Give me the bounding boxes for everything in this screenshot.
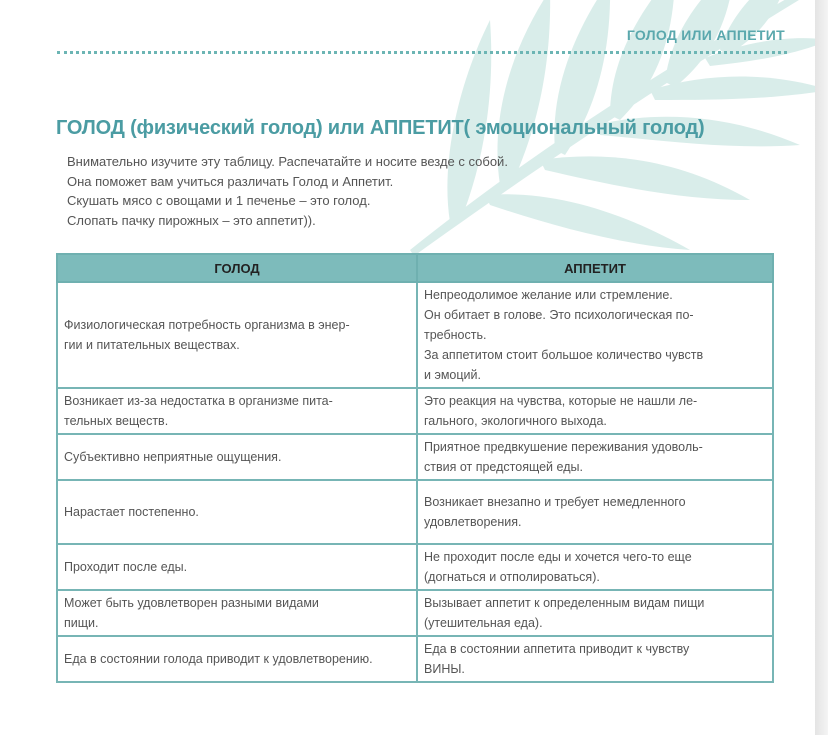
intro-text [67,152,508,230]
table-row [57,590,773,636]
page-edge [815,0,828,735]
appetite-cell [417,590,773,636]
intro-line: Слопать пачку пирожных – это аппетит)). [67,212,316,228]
hunger-cell [57,434,417,480]
appetite-text: Не проходит после еды и хочется чего-то еще (догнаться и отполироваться). [424,550,692,584]
intro-line: Она поможет вам учиться различать Голод и Аппетит. [67,173,394,189]
appetite-text: Это реакция на чувства, которые не нашли ле- гального, экологичного выхода. [424,394,698,428]
hunger-cell [57,282,417,388]
page-title: ГОЛОД (физический голод) или АППЕТИТ( эмоциональный голод) [56,117,705,139]
dotted-divider [57,51,787,54]
appetite-text: Возникает внезапно и требует немедленного удовлетворения. [424,495,686,529]
hunger-text: Возникает из-за недостатка в организме пита- тельных веществ. [64,394,333,428]
hunger-cell [57,480,417,544]
intro-line: Скушать мясо с овощами и 1 печенье – это голод. [67,193,371,208]
appetite-text: Непреодолимое желание или стремление. Он обитает в голове. Это психологическая по- требность. За аппетитом стоит большое количество чувств и эмоций. [424,288,704,382]
table-row [57,544,773,590]
hunger-cell [57,590,417,636]
appetite-cell [417,434,773,480]
appetite-cell [417,480,773,544]
appetite-cell [417,544,773,590]
comparison-table [56,253,774,683]
appetite-text: Вызывает аппетит к определенным видам пищи (утешительная еда). [424,596,705,630]
table-row [57,636,773,682]
appetite-cell [417,636,773,682]
column-header-hunger: ГОЛОД [57,254,417,282]
hunger-cell [57,388,417,434]
intro-line: Внимательно изучите эту таблицу. Распечатайте и носите везде с собой. [67,154,508,169]
hunger-text: Нарастает постепенно. [64,505,199,519]
appetite-text: Приятное предвкушение переживания удоволь- ствия от предстоящей еды. [424,440,703,474]
appetite-text: Еда в состоянии аппетита приводит к чувству ВИНЫ. [424,642,690,676]
appetite-cell [417,282,773,388]
hunger-cell [57,544,417,590]
hunger-text: Еда в состоянии голода приводит к удовлетворению. [64,652,373,666]
column-header-appetite: АППЕТИТ [417,254,773,282]
hunger-cell [57,636,417,682]
table-row [57,434,773,480]
appetite-cell [417,388,773,434]
hunger-text: Субъективно неприятные ощущения. [64,450,282,464]
table-header-row [57,254,773,282]
hunger-text: Может быть удовлетворен разными видами пищи. [64,596,319,630]
hunger-text: Физиологическая потребность организма в энер- гии и питательных веществах. [64,318,350,352]
hunger-text: Проходит после еды. [64,560,188,574]
table-row [57,282,773,388]
header-label: ГОЛОД ИЛИ АППЕТИТ [626,27,785,43]
table-row [57,388,773,434]
table-row [57,480,773,544]
